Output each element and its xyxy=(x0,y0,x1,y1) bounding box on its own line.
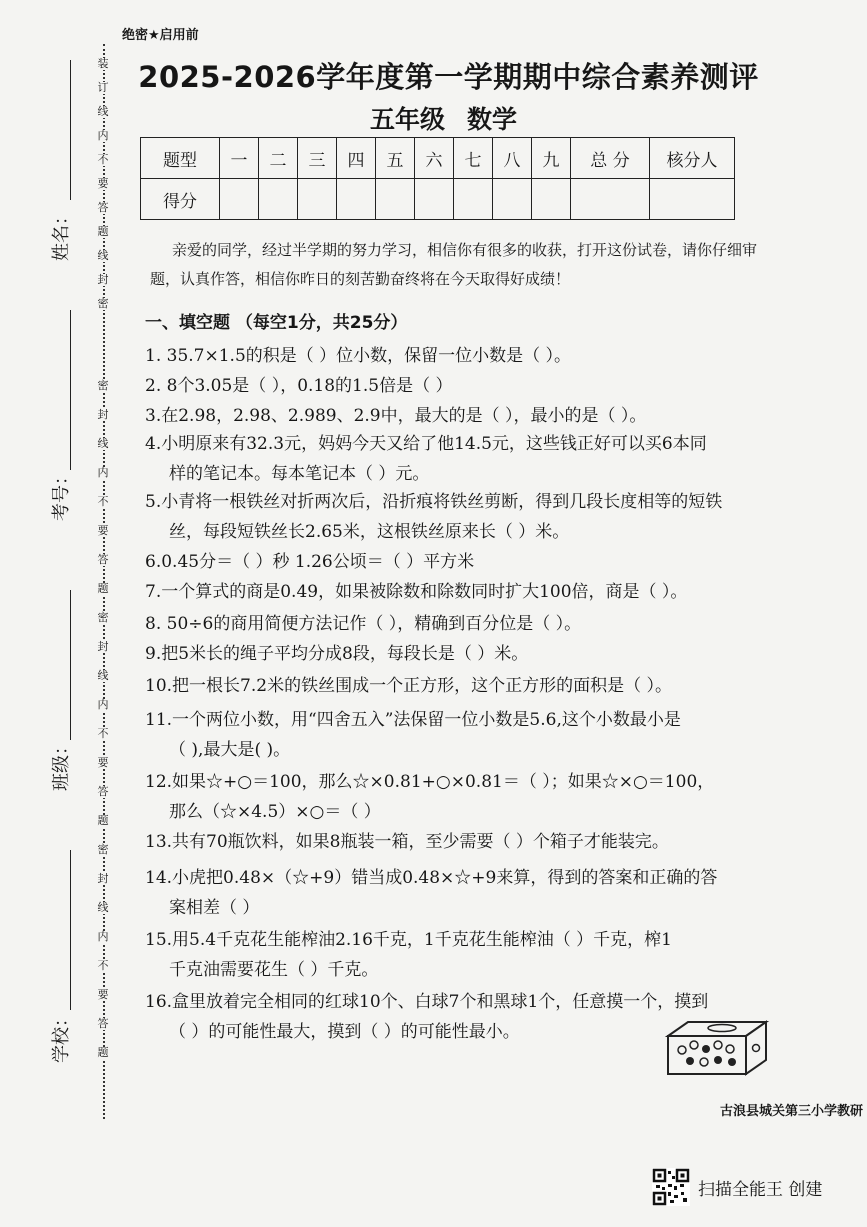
intro-paragraph: 亲爱的同学，经过半学期的努力学习，相信你有很多的收获，打开这份试卷，请你仔细审题，认真作答，相信你昨日的刻苦勤奋终将在今天取得好成绩！ xyxy=(150,241,758,288)
binding-mark: 题 xyxy=(95,815,111,827)
question-item xyxy=(145,705,813,765)
binding-mark: 线 xyxy=(95,438,111,450)
ball-box-illustration xyxy=(660,1018,770,1076)
table-cell: 得分 xyxy=(141,179,220,220)
binding-mark: 线 xyxy=(95,902,111,914)
binding-mark: 要 xyxy=(95,525,111,537)
binding-mark: 密 xyxy=(95,844,111,856)
binding-mark: 答 xyxy=(95,202,111,214)
binding-mark: 不 xyxy=(95,154,111,166)
binding-mark: 密 xyxy=(95,380,111,392)
score-table-score-row xyxy=(141,179,735,220)
question-item xyxy=(145,429,813,489)
question-line: 2. 8个3.05是（ ），0.18的1.5倍是（ ） xyxy=(145,376,453,396)
scan-watermark xyxy=(652,1168,822,1206)
question-line: 案相差（ ） xyxy=(169,898,260,918)
question-item xyxy=(145,401,813,431)
binding-mark: 线 xyxy=(95,250,111,262)
table-cell: 二 xyxy=(259,138,298,179)
question-line: 10.把一根长7.2米的铁丝围成一个正方形，这个正方形的面积是（ ）。 xyxy=(145,676,672,696)
question-line: 13.共有70瓶饮料，如果8瓶装一箱，至少需要（ ）个箱子才能装完。 xyxy=(145,832,669,852)
question-item xyxy=(145,827,813,857)
exam-number-line xyxy=(70,310,71,470)
score-input-cell[interactable] xyxy=(259,179,298,220)
question-line: （ ),最大是( )。 xyxy=(169,740,291,760)
table-cell: 一 xyxy=(220,138,259,179)
binding-mark: 密 xyxy=(95,298,111,310)
table-cell: 四 xyxy=(337,138,376,179)
question-line: 12.如果☆+○＝100，那么☆×0.81+○×0.81＝（ ）；如果☆×○＝100， xyxy=(145,772,715,792)
binding-mark: 封 xyxy=(95,641,111,653)
table-cell: 三 xyxy=(298,138,337,179)
question-item xyxy=(145,577,813,607)
score-input-cell[interactable] xyxy=(337,179,376,220)
binding-mark: 内 xyxy=(95,467,111,479)
score-input-cell[interactable] xyxy=(220,179,259,220)
question-item xyxy=(145,341,813,371)
binding-mark: 线 xyxy=(95,670,111,682)
binding-mark: 封 xyxy=(95,274,111,286)
confidential-label: 绝密★启用前 xyxy=(122,28,199,43)
binding-mark: 要 xyxy=(95,989,111,1001)
question-line: 16.盒里放着完全相同的红球10个、白球7个和黑球1个，任意摸一个，摸到 xyxy=(145,992,709,1012)
score-input-cell[interactable] xyxy=(298,179,337,220)
question-line: 丝，每段短铁丝长2.65米，这根铁丝原来长（ ）米。 xyxy=(169,522,570,542)
question-item xyxy=(145,609,813,639)
question-item xyxy=(145,487,813,547)
binding-mark: 内 xyxy=(95,931,111,943)
question-item xyxy=(145,863,813,923)
binding-mark: 不 xyxy=(95,496,111,508)
score-input-cell[interactable] xyxy=(493,179,532,220)
question-line: 8. 50÷6的商用简便方法记作（ ），精确到百分位是（ ）。 xyxy=(145,614,582,634)
score-input-cell[interactable] xyxy=(376,179,415,220)
question-line: 15.用5.4千克花生能榨油2.16千克，1千克花生能榨油（ ）千克，榨1 xyxy=(145,930,672,950)
name-label: 姓名： xyxy=(51,207,72,261)
binding-mark: 装 xyxy=(95,58,111,70)
binding-mark: 不 xyxy=(95,728,111,740)
binding-mark: 题 xyxy=(95,583,111,595)
question-line: 6.0.45分＝（ ）秒 1.26公顷＝（ ）平方米 xyxy=(145,552,475,572)
table-cell: 八 xyxy=(493,138,532,179)
class-line xyxy=(70,590,71,740)
score-input-cell[interactable] xyxy=(571,179,650,220)
school-line xyxy=(70,850,71,1010)
section-1-title: 一、填空题 （每空1分，共25分） xyxy=(145,313,408,333)
exam-title: 2025-2026学年度第一学期期中综合素养测评 xyxy=(138,60,759,94)
table-cell: 七 xyxy=(454,138,493,179)
score-table xyxy=(140,137,735,220)
question-item xyxy=(145,371,813,401)
question-item xyxy=(145,547,813,577)
question-line: 5.小青将一根铁丝对折两次后，沿折痕将铁丝剪断，得到几段长度相等的短铁 xyxy=(145,492,723,512)
binding-mark: 内 xyxy=(95,130,111,142)
score-input-cell[interactable] xyxy=(650,179,735,220)
question-line: 那么（☆×4.5）×○＝（ ） xyxy=(169,802,381,822)
footer-organization: 古浪县城关第三小学教研 xyxy=(719,1104,863,1119)
qr-code-icon xyxy=(652,1168,690,1206)
binding-mark: 答 xyxy=(95,786,111,798)
subject-label: 数学 xyxy=(467,105,518,134)
binding-mark: 订 xyxy=(95,82,111,94)
question-item xyxy=(145,925,813,985)
binding-mark: 内 xyxy=(95,699,111,711)
score-input-cell[interactable] xyxy=(454,179,493,220)
table-cell: 六 xyxy=(415,138,454,179)
binding-mark: 题 xyxy=(95,226,111,238)
question-line: （ ）的可能性最大，摸到（ ）的可能性最小。 xyxy=(169,1022,520,1042)
binding-mark: 答 xyxy=(95,1018,111,1030)
table-cell: 总 分 xyxy=(571,138,650,179)
binding-mark: 封 xyxy=(95,409,111,421)
name-line xyxy=(70,60,71,200)
question-line: 7.一个算式的商是0.49，如果被除数和除数同时扩大100倍，商是（ ）。 xyxy=(145,582,688,602)
score-table-header-row xyxy=(141,138,735,179)
question-line: 3.在2.98，2.98、2.989、2.9中，最大的是（ ），最小的是（ ）。 xyxy=(145,406,647,426)
score-input-cell[interactable] xyxy=(415,179,454,220)
question-line: 9.把5米长的绳子平均分成8段，每段长是（ ）米。 xyxy=(145,644,529,664)
question-item xyxy=(145,767,813,827)
table-cell: 题型 xyxy=(141,138,220,179)
binding-mark: 题 xyxy=(95,1047,111,1059)
binding-mark: 要 xyxy=(95,178,111,190)
class-label: 班级： xyxy=(51,737,72,791)
binding-mark: 不 xyxy=(95,960,111,972)
question-line: 4.小明原来有32.3元，妈妈今天又给了他14.5元，这些钱正好可以买6本同 xyxy=(145,434,707,454)
question-item xyxy=(145,639,813,669)
table-cell: 九 xyxy=(532,138,571,179)
binding-mark: 密 xyxy=(95,612,111,624)
table-cell: 核分人 xyxy=(650,138,735,179)
exam-number-label: 考号： xyxy=(51,467,72,521)
question-line: 11.一个两位小数，用“四舍五入”法保留一位小数是5.6,这个小数最小是 xyxy=(145,710,681,730)
question-item xyxy=(145,671,813,701)
binding-mark: 要 xyxy=(95,757,111,769)
binding-mark: 封 xyxy=(95,873,111,885)
binding-mark: 线 xyxy=(95,106,111,118)
school-label: 学校： xyxy=(51,1009,72,1063)
score-input-cell[interactable] xyxy=(532,179,571,220)
question-line: 样的笔记本。每本笔记本（ ）元。 xyxy=(169,464,430,484)
binding-mark: 答 xyxy=(95,554,111,566)
exam-subtitle xyxy=(0,100,867,136)
grade-label: 五年级 xyxy=(369,105,445,134)
question-line: 千克油需要花生（ ）千克。 xyxy=(169,960,379,980)
table-cell: 五 xyxy=(376,138,415,179)
question-line: 14.小虎把0.48×（☆+9）错当成0.48×☆+9来算，得到的答案和正确的答 xyxy=(145,868,718,888)
question-line: 1. 35.7×1.5的积是（ ）位小数，保留一位小数是（ ）。 xyxy=(145,346,572,366)
scan-text: 扫描全能王 创建 xyxy=(698,1179,823,1200)
